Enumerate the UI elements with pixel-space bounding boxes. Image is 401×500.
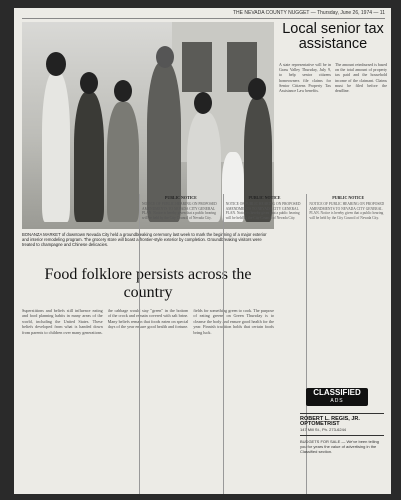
notice-title: PUBLIC NOTICE (248, 195, 281, 200)
tax-headline: Local senior tax assistance (282, 21, 384, 52)
body-column-3: fields for something green to cook. The purpose of eating greens on Green Thursday is to cleanse the body and ensure good health for the year. Finnish tradition holds that certain foods bring luck. (193, 308, 275, 335)
body-column-1: Superstitions and beliefs still influence eating and food planning habits in many areas of the world, including the United States. These beliefs developed from what is handed down from parents to children over many generations. (22, 308, 103, 335)
classified-banner (306, 388, 368, 406)
classified-sub: ADS (330, 398, 344, 404)
classified-title: CLASSIFIED (313, 388, 361, 397)
tax-article (279, 22, 387, 212)
optometrist-ad-phone: 147 Mill St., Ph. 273-6244 (300, 427, 347, 432)
article-headline: Food folklore persists across the country (44, 266, 252, 301)
photo-caption: BONANZA MARKET of downtown Nevada City held a groundbreaking ceremony last week to mark the beginning of a major exterior and interior remodeling program. The grocery store will boast a frontier-style exterior by completion. Groundbreaking visitors were treated to champagne and Chinese delicacies. (22, 232, 267, 247)
tax-text-b: The amount reimbursed is based on the total amount of property tax paid and the household income of the claimant. Claims must be filed before the deadline. (335, 62, 387, 94)
notice-text: NOTICE OF PUBLIC HEARING ON PROPOSED AMENDMENTS TO NEVADA CITY GENERAL PLAN. Notice is hereby given that a public hearing will be held by the City Council of Nevada City. (309, 202, 385, 220)
body-column-2: the cabbage would stay "green" in the bottom of the crock and remain covered with salt brine. Many beliefs remain that foods eaten on special days of the year ensure good health and fortune. (107, 308, 189, 330)
budgets-ad: BUDGETS FOR SALE — We've been telling you for years the value of advertising in the Classified section. (300, 439, 379, 454)
classified-ads (300, 410, 384, 454)
notice-title: PUBLIC NOTICE (332, 195, 365, 200)
optometrist-ad-name: ROBERT L. REGIS, JR. OPTOMETRIST (300, 416, 360, 427)
notice-title: PUBLIC NOTICE (164, 195, 197, 200)
masthead: THE NEVADA COUNTY NUGGET — Thursday, June 26, 1974 — 11 (22, 10, 385, 19)
tax-text-a: A state representative will be in Grass Valley Thursday, July 9, to help senior citizens homeowners file claims for Senior Citizens Property Tax Assistance Law benefits. (279, 62, 331, 94)
notice-text: NOTICE OF PUBLIC HEARING ON PROPOSED AMENDMENTS TO NEVADA CITY GENERAL PLAN. Notice is hereby given that a public hearing will be held by the City Council of Nevada City. (225, 202, 301, 220)
newspaper-page (14, 8, 391, 494)
notice-text: NOTICE OF PUBLIC HEARING ON PROPOSED AMENDMENTS TO NEVADA CITY GENERAL PLAN. Notice is hereby given that a public hearing will be held by the City Council of Nevada City. (142, 202, 217, 220)
